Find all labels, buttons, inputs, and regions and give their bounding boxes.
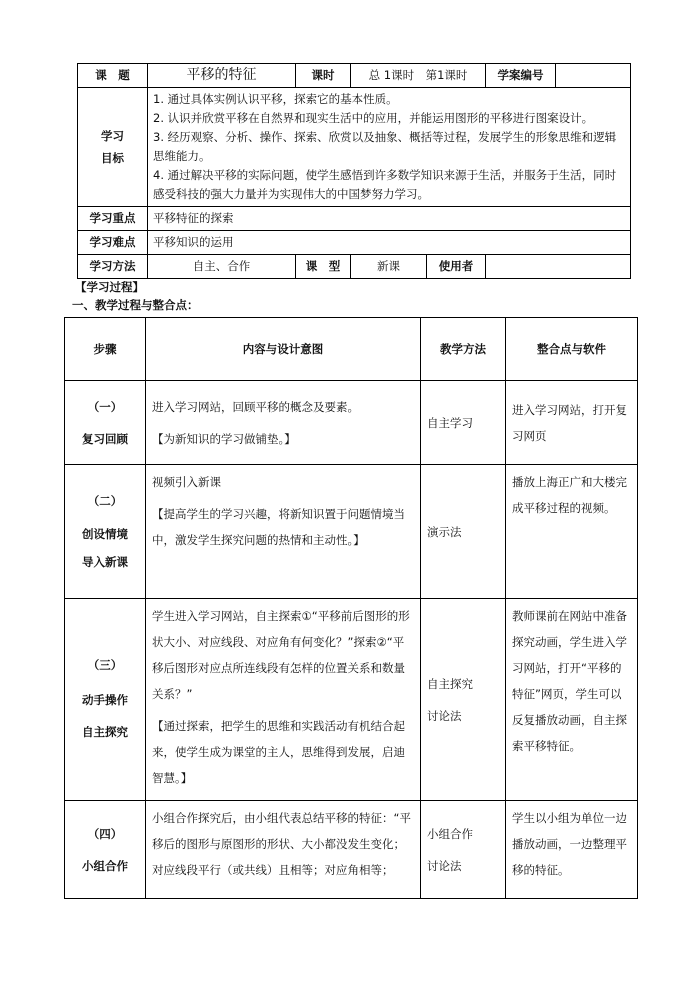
goal-item: 1. 通过具体实例认识平移，探索它的基本性质。 [153,92,398,106]
column-header: 教学方法 [421,318,506,381]
difficulty-label: 学习难点 [78,231,148,255]
goal-item: 2. 认识并欣赏平移在自然界和现实生活中的应用，并能运用图形的平移进行图案设计。 [153,111,594,125]
type-value: 新课 [351,255,427,278]
content-text: 视频引入新课 [152,475,221,489]
content-cell [146,801,421,899]
content-cell [146,381,421,465]
hours-label: 课时 [296,64,351,88]
user-label: 使用者 [438,259,474,273]
difficulty-value: 平移知识的运用 [148,231,631,255]
column-header: 内容与设计意图 [146,318,421,381]
method-cell: 自主学习 [421,381,506,465]
process-header-row [65,318,638,381]
step-number: （二） [87,493,123,508]
design-intent: 【提高学生的学习兴趣，将新知识置于问题情境当中，激发学生探究问题的热情和主动性。】 [152,507,405,547]
software-cell: 教师课前在网站中准备探究动画，学生进入学习网站，打开“平移的特征”网页，学生可以反复播放动画，自主探索平移特征。 [506,599,638,801]
step-cell [65,801,146,899]
content-text: 小组合作探究后，由小组代表总结平移的特征：“平移后的图形与原图形的形状、大小都没发生变化；对应线段平行（或共线）且相等；对应角相等； [152,811,411,877]
key-label: 学习重点 [78,207,148,231]
process-row [65,465,638,599]
step-number: （四） [87,826,123,841]
step-name: 动手操作 自主探究 [82,692,128,739]
design-intent: 【为新知识的学习做铺垫。】 [152,431,296,446]
goals-row [78,88,631,207]
process-heading: 【学习过程】 [75,280,144,294]
process-row [65,381,638,465]
key-value: 平移特征的探索 [148,207,631,231]
step-cell [65,465,146,599]
design-intent: 【通过探索，把学生的思维和实践活动有机结合起来，使学生成为课堂的主人，思维得到发展，启迪智慧。】 [152,719,405,785]
code-value [556,64,631,88]
column-header: 整合点与软件 [506,318,638,381]
code-label: 学案编号 [486,64,556,88]
user-value [486,255,631,279]
step-number: （一） [87,399,123,414]
column-header: 步骤 [65,318,146,381]
goal-item: 4. 通过解决平移的实际问题，使学生感悟到许多数学知识来源于生活，并服务于生活，同时感受科技的强大力量并为实现伟大的中国梦努力学习。 [153,168,617,201]
type-label: 课 型 [296,255,351,279]
content-cell [146,599,421,801]
difficulty-row [78,231,631,255]
goals-label: 学习 目标 [78,88,148,207]
topic-label: 课 题 [78,64,148,88]
lesson-info-table [77,63,631,279]
process-row [65,599,638,801]
section-heading: 一、教学过程与整合点： [72,298,199,312]
software-cell: 进入学习网站，打开复习网页 [506,381,638,465]
step-cell [65,381,146,465]
software-cell: 学生以小组为单位一边播放动画，一边整理平移的特征。 [506,801,638,899]
content-text: 进入学习网站，回顾平移的概念及要素。 [152,399,359,414]
goal-item: 3. 经历观察、分析、操作、探索、欣赏以及抽象、概括等过程，发展学生的形象思维和逻辑思维能力。 [153,130,617,163]
goals-cell [148,88,631,207]
step-number: （三） [87,657,123,672]
method-label: 学习方法 [78,255,148,279]
process-row [65,801,638,899]
step-name: 复习回顾 [82,431,128,446]
key-row [78,207,631,231]
method-value: 自主、合作 [148,255,296,279]
step-name: 创设情境 导入新课 [82,526,128,569]
method-row [78,255,631,279]
content-text: 学生进入学习网站，自主探索①“平移前后图形的形状大小、对应线段、对应角有何变化？”探索②“平移后图形对应点所连线段有怎样的位置关系和数量关系？” [152,609,410,701]
software-cell: 播放上海正广和大楼完成平移过程的视频。 [506,465,638,599]
content-cell [146,465,421,599]
step-cell [65,599,146,801]
step-name: 小组合作 [82,858,128,873]
method-cell: 自主探究 讨论法 [421,599,506,801]
method-cell: 演示法 [421,465,506,599]
type-and-user-cell [351,255,486,279]
process-table [64,317,638,899]
topic-title: 平移的特征 [148,64,296,88]
method-cell: 小组合作 讨论法 [421,801,506,899]
hours-value: 总 1课时 第1课时 [351,64,486,88]
topic-row [78,64,631,88]
